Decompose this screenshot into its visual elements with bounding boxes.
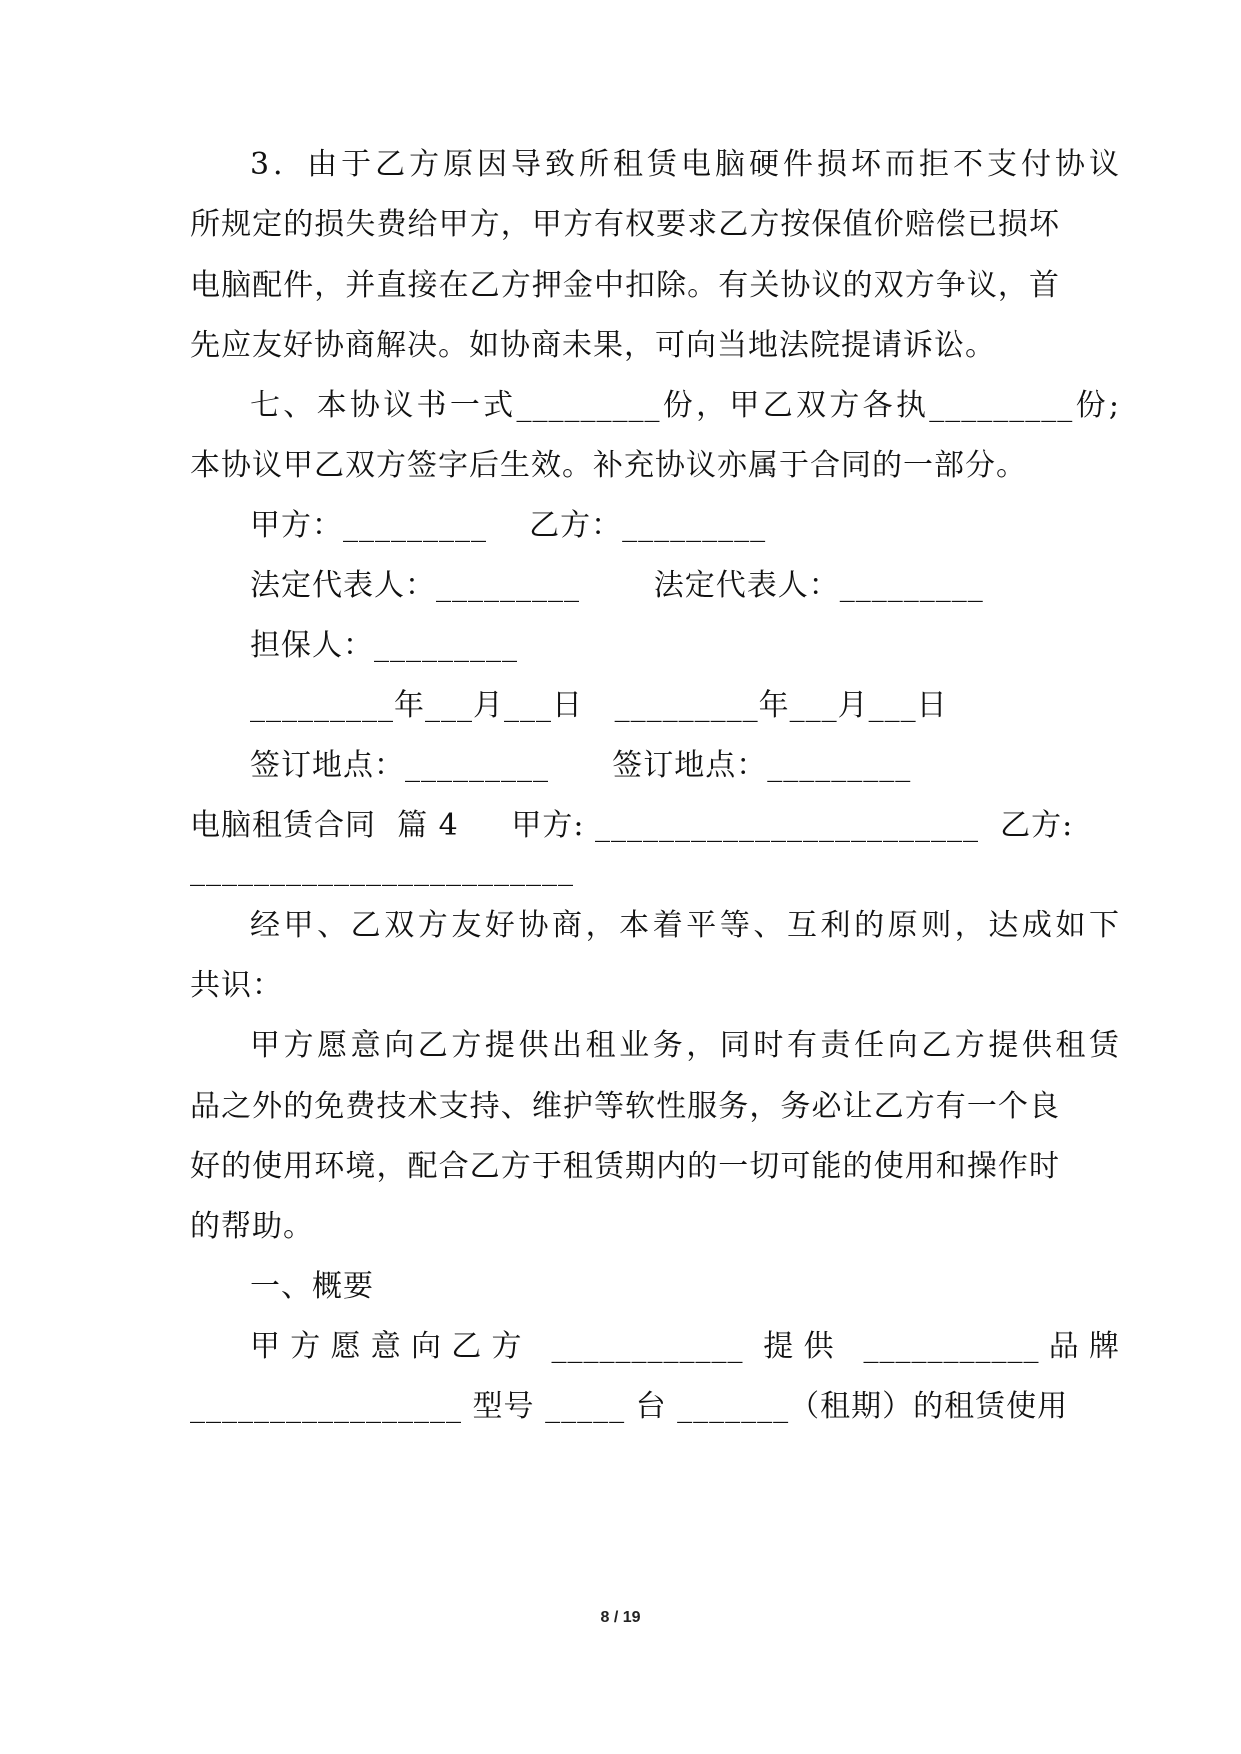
paragraph-line: 所规定的损失费给甲方，甲方有权要求乙方按保值价赔偿已损坏: [190, 207, 1060, 242]
paragraph-line: 甲方愿意向乙方提供出租业务，同时有责任向乙方提供租赁: [250, 1028, 1120, 1063]
section-heading-line: 电脑租赁合同 篇 4 甲方: ________________________ 乙方:: [190, 808, 1074, 843]
signature-line-guarantor: 担保人：_________: [250, 628, 518, 663]
paragraph-line: 好的使用环境，配合乙方于租赁期内的一切可能的使用和操作时: [190, 1149, 1060, 1184]
paragraph-line: 电脑配件，并直接在乙方押金中扣除。有关协议的双方争议，首: [190, 268, 1060, 303]
signature-line-representatives: 法定代表人：_________ 法定代表人：_________: [250, 568, 984, 603]
paragraph-line: 七、本协议书一式_________份，甲乙双方各执_________份;: [250, 388, 1120, 423]
paragraph-line: 品之外的免费技术支持、维护等软性服务，务必让乙方有一个良: [190, 1089, 1060, 1124]
page-number: 8 / 19: [600, 1609, 641, 1626]
paragraph-line: 的帮助。: [190, 1209, 314, 1244]
signature-line-dates: _________年___月___日 _________年___月___日: [250, 688, 948, 723]
signature-line-parties: 甲方：_________ 乙方：_________: [250, 508, 767, 543]
signature-line-locations: 签订地点：_________ 签订地点：_________: [250, 748, 912, 783]
section-title: 一、概要: [250, 1269, 374, 1304]
paragraph-line: _________________ 型号 _____ 台 _______（租期）的租赁使用: [190, 1389, 1069, 1424]
paragraph-line: 本协议甲乙双方签字后生效。补充协议亦属于合同的一部分。: [190, 448, 1027, 483]
paragraph-line: 共识：: [190, 968, 283, 1003]
paragraph-line: 经甲、乙双方友好协商，本着平等、互利的原则，达成如下: [250, 908, 1120, 943]
paragraph-line: 3．由于乙方原因导致所租赁电脑硬件损坏而拒不支付协议: [250, 147, 1120, 182]
paragraph-line: 先应友好协商解决。如协商未果，可向当地法院提请诉讼。: [190, 328, 996, 363]
paragraph-line: 甲方愿意向乙方 ____________ 提供 ___________品牌: [250, 1329, 1120, 1364]
blank-fill-line: ________________________: [190, 852, 574, 887]
